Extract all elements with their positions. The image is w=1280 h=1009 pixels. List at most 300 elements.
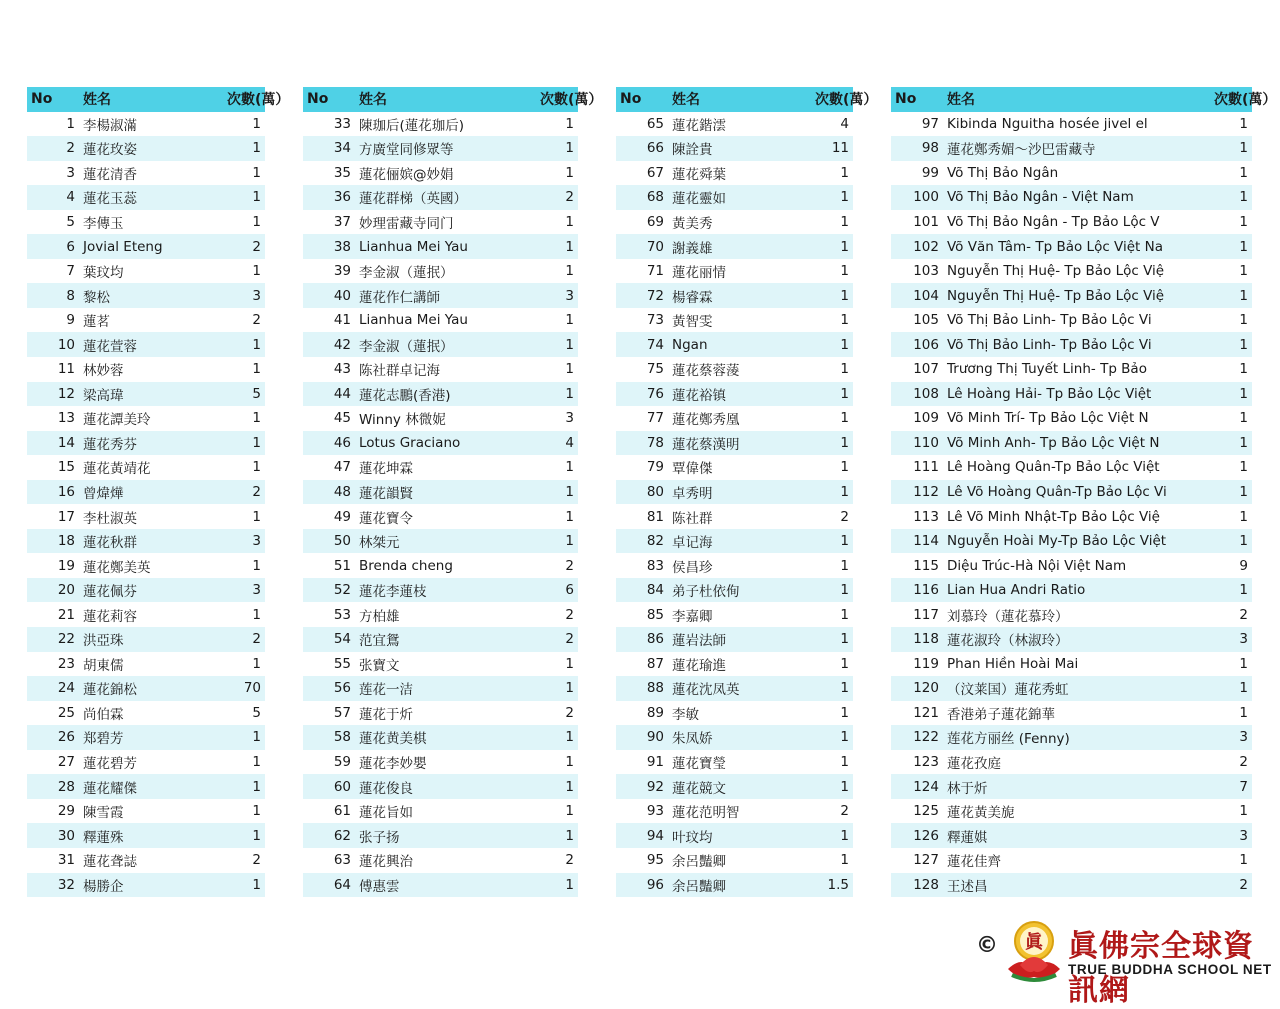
row-name: Lianhua Mei Yau [359,234,540,259]
table-row [303,750,578,775]
table-row [891,406,1252,431]
table-row [27,553,265,578]
row-number: 55 [303,652,359,677]
table-row [303,308,578,333]
row-count: 2 [1214,750,1252,775]
row-number: 108 [891,382,947,407]
row-number: 62 [303,823,359,848]
row-number: 101 [891,210,947,235]
table-row [891,578,1252,603]
table-row [303,504,578,529]
row-number: 60 [303,774,359,799]
row-count: 2 [1214,602,1252,627]
row-name: 李杜淑英 [83,504,227,529]
row-count: 1 [815,578,853,603]
row-name: 蓮花耀傑 [83,774,227,799]
row-name: 蓮花瑜進 [672,652,815,677]
row-number: 16 [27,480,83,505]
row-number: 15 [27,455,83,480]
row-name: 张寶文 [359,652,540,677]
table-row [891,553,1252,578]
row-name: 釋蓮殊 [83,823,227,848]
row-number: 37 [303,210,359,235]
table-header [616,87,853,112]
row-count: 1 [1214,406,1252,431]
table-row [303,161,578,186]
logo-emblem-char: 眞 [1025,932,1043,953]
row-count: 1 [815,602,853,627]
row-name: 蓮花鄭美英 [83,553,227,578]
row-number: 87 [616,652,672,677]
row-count: 1 [1214,112,1252,137]
row-name: 楊睿霖 [672,283,815,308]
row-count: 9 [1214,553,1252,578]
row-name: 蓮花李妙嬰 [359,750,540,775]
table-row [303,725,578,750]
row-number: 84 [616,578,672,603]
row-name: 蓮花韻賢 [359,480,540,505]
row-number: 18 [27,529,83,554]
row-name: Ngan [672,332,815,357]
row-name: 张子扬 [359,823,540,848]
table-row [303,676,578,701]
row-number: 34 [303,136,359,161]
row-number: 88 [616,676,672,701]
table-row [27,652,265,677]
row-count: 1 [540,823,578,848]
row-number: 35 [303,161,359,186]
header-no: No [303,87,359,112]
table-row [303,529,578,554]
row-count: 1 [227,357,265,382]
row-name: 蓮花作仁講師 [359,283,540,308]
row-count: 2 [815,799,853,824]
table-row [616,234,853,259]
table-row [891,210,1252,235]
table-header [303,87,578,112]
row-count: 1 [1214,455,1252,480]
row-name: 王述昌 [947,873,1214,898]
row-count: 2 [227,480,265,505]
table-row [616,185,853,210]
table-row [303,701,578,726]
row-name: 傅惠雲 [359,873,540,898]
header-count: 次數(萬） [227,87,265,112]
row-name: 蓮花佩芬 [83,578,227,603]
row-number: 12 [27,382,83,407]
table-row [303,873,578,898]
table-row [27,480,265,505]
row-number: 102 [891,234,947,259]
table-row [616,873,853,898]
row-name: 蓮花靈如 [672,185,815,210]
row-name: 蓮花碧芳 [83,750,227,775]
table-row [27,602,265,627]
row-count: 1 [540,112,578,137]
row-name: 梁高瑋 [83,382,227,407]
row-count: 1 [227,259,265,284]
row-number: 39 [303,259,359,284]
row-count: 1 [815,725,853,750]
row-count: 1 [227,725,265,750]
row-name: 方柏雄 [359,602,540,627]
table-row [616,406,853,431]
row-count: 1 [227,873,265,898]
row-name: 黃美秀 [672,210,815,235]
row-name: 蓮花秋群 [83,529,227,554]
row-number: 17 [27,504,83,529]
header-count: 次數(萬） [815,87,853,112]
row-number: 59 [303,750,359,775]
row-count: 1 [1214,480,1252,505]
row-name: 刘慕玲（蓮花慕玲） [947,602,1214,627]
table-row [27,357,265,382]
row-count: 1 [540,774,578,799]
row-number: 33 [303,112,359,137]
table-row [27,627,265,652]
row-number: 38 [303,234,359,259]
row-count: 1 [540,234,578,259]
row-name: 蓮花興治 [359,848,540,873]
table-row [27,504,265,529]
row-number: 90 [616,725,672,750]
table-row [891,774,1252,799]
row-count: 1 [227,332,265,357]
row-name: 朱凤娇 [672,725,815,750]
row-count: 1 [815,480,853,505]
row-name: 蓮茗 [83,308,227,333]
row-number: 4 [27,185,83,210]
row-name: 林妙蓉 [83,357,227,382]
row-name: 余呂豔卿 [672,873,815,898]
row-count: 1 [540,357,578,382]
row-name: 蓮花聋誌 [83,848,227,873]
row-number: 47 [303,455,359,480]
row-count: 1 [540,455,578,480]
row-count: 1 [540,750,578,775]
row-name: 蓮花玫姿 [83,136,227,161]
table-row [891,259,1252,284]
row-number: 122 [891,725,947,750]
row-number: 100 [891,185,947,210]
row-name: 蓮花黃靖花 [83,455,227,480]
row-name: Lê Hoàng Quân-Tp Bảo Lộc Việt [947,455,1214,480]
row-name: 蓮花丽情 [672,259,815,284]
row-number: 116 [891,578,947,603]
table-row [303,602,578,627]
row-number: 120 [891,676,947,701]
row-number: 127 [891,848,947,873]
header-no: No [27,87,83,112]
table-row [303,774,578,799]
row-count: 11 [815,136,853,161]
row-number: 128 [891,873,947,898]
table-row [616,553,853,578]
row-number: 82 [616,529,672,554]
table-row [616,455,853,480]
row-name: 蓮花于炘 [359,701,540,726]
row-count: 1 [815,455,853,480]
row-number: 58 [303,725,359,750]
tbs-logo-icon[interactable] [1002,919,1066,987]
table-row [891,283,1252,308]
row-count: 1 [540,210,578,235]
table-row [891,652,1252,677]
table-row [27,873,265,898]
row-name: 尚伯霖 [83,701,227,726]
row-count: 2 [540,848,578,873]
row-number: 98 [891,136,947,161]
table-row [616,480,853,505]
row-name: 卓秀明 [672,480,815,505]
table-col-4 [891,87,1277,897]
table-row [891,185,1252,210]
row-number: 10 [27,332,83,357]
row-name: 蓮花玉蕊 [83,185,227,210]
table-row [303,455,578,480]
row-name: 蓮花鄭秀凰 [672,406,815,431]
row-count: 1 [227,799,265,824]
table-row [891,750,1252,775]
row-count: 1 [815,259,853,284]
row-number: 2 [27,136,83,161]
logo-title[interactable]: 眞佛宗全球資訊網 [1068,929,1254,1008]
row-name: 李嘉卿 [672,602,815,627]
table-row [303,259,578,284]
header-count: 次數(萬） [1214,87,1252,112]
table-row [27,701,265,726]
row-count: 1 [1214,431,1252,456]
row-name: 胡東儒 [83,652,227,677]
row-number: 119 [891,652,947,677]
row-name: 蓮花俪嫔@妙娟 [359,161,540,186]
table-row [303,627,578,652]
table-row [303,234,578,259]
row-number: 64 [303,873,359,898]
row-name: 卓记海 [672,529,815,554]
row-name: Võ Thị Bảo Linh- Tp Bảo Lộc Vi [947,308,1214,333]
table-row [891,627,1252,652]
row-count: 1 [815,553,853,578]
row-name: Võ Văn Tâm- Tp Bảo Lộc Việt Na [947,234,1214,259]
row-number: 112 [891,480,947,505]
row-name: 陳詮貴 [672,136,815,161]
row-name: 蓮花萱蓉 [83,332,227,357]
table-row [616,627,853,652]
row-number: 80 [616,480,672,505]
row-name: 蓮花鍇澐 [672,112,815,137]
table-row [303,210,578,235]
table-row [891,382,1252,407]
row-count: 1 [815,701,853,726]
row-name: Phan Hiền Hoài Mai [947,652,1214,677]
table-row [616,848,853,873]
row-name: 莲花方丽丝 (Fenny) [947,725,1214,750]
row-number: 26 [27,725,83,750]
row-count: 1 [815,406,853,431]
row-name: 釋蓮娸 [947,823,1214,848]
table-row [891,701,1252,726]
copyright-symbol: © [976,933,998,958]
row-number: 48 [303,480,359,505]
row-count: 1 [815,185,853,210]
table-row [891,725,1252,750]
row-count: 1 [540,652,578,677]
row-name: 李金淑（蓮抿） [359,259,540,284]
row-count: 1 [1214,234,1252,259]
row-name: 蓮花淑玲（林淑玲） [947,627,1214,652]
row-count: 1 [540,529,578,554]
row-count: 1 [815,627,853,652]
row-number: 27 [27,750,83,775]
row-number: 11 [27,357,83,382]
row-number: 113 [891,504,947,529]
row-count: 1 [540,161,578,186]
row-name: Winny 林微妮 [359,406,540,431]
row-name: Nguyễn Thị Huệ- Tp Bảo Lộc Việ [947,283,1214,308]
row-count: 2 [227,627,265,652]
row-name: 方廣堂同修眾等 [359,136,540,161]
row-count: 1 [1214,308,1252,333]
row-name: 范宜鴛 [359,627,540,652]
table-header [891,87,1252,112]
row-count: 1 [815,431,853,456]
row-name: 葉玟均 [83,259,227,284]
row-name: Võ Thị Bảo Ngân - Việt Nam [947,185,1214,210]
row-count: 1 [1214,283,1252,308]
table-row [303,652,578,677]
table-row [616,382,853,407]
row-count: 2 [540,627,578,652]
row-name: 曾煒燁 [83,480,227,505]
row-count: 2 [815,504,853,529]
row-count: 5 [227,382,265,407]
row-number: 126 [891,823,947,848]
table-row [616,529,853,554]
table-row [891,308,1252,333]
row-name: Lianhua Mei Yau [359,308,540,333]
row-number: 106 [891,332,947,357]
table-row [616,823,853,848]
row-count: 1 [1214,332,1252,357]
header-no: No [891,87,947,112]
row-name: 蓮花李蓮枝 [359,578,540,603]
lotus-emblem-icon [1002,919,1066,983]
logo-subtitle[interactable]: TRUE BUDDHA SCHOOL NET [1068,962,1272,977]
row-name: 蓮花孜庭 [947,750,1214,775]
table-row [616,431,853,456]
row-name: 蓮花范明智 [672,799,815,824]
row-count: 1 [540,725,578,750]
row-name: 蓮花沈凤英 [672,676,815,701]
row-name: 侯昌珍 [672,553,815,578]
row-number: 72 [616,283,672,308]
row-number: 96 [616,873,672,898]
row-number: 73 [616,308,672,333]
table-row [616,332,853,357]
table-row [27,774,265,799]
table-row [27,234,265,259]
row-count: 1 [227,553,265,578]
row-name: Lotus Graciano [359,431,540,456]
row-number: 52 [303,578,359,603]
table-row [616,161,853,186]
table-row [616,504,853,529]
row-count: 3 [1214,627,1252,652]
row-number: 30 [27,823,83,848]
row-count: 5 [227,701,265,726]
row-number: 61 [303,799,359,824]
row-number: 46 [303,431,359,456]
row-name: 陳珈后(蓮花珈后) [359,112,540,137]
row-count: 1 [227,504,265,529]
header-name: 姓名 [359,87,540,112]
table-row [303,431,578,456]
row-name: Diệu Trúc-Hà Nội Việt Nam [947,553,1214,578]
row-count: 1 [815,848,853,873]
row-count: 1.5 [815,873,853,898]
row-count: 1 [1214,529,1252,554]
row-count: 70 [227,676,265,701]
row-number: 124 [891,774,947,799]
row-count: 1 [227,112,265,137]
table-row [303,848,578,873]
row-count: 1 [815,283,853,308]
row-number: 65 [616,112,672,137]
row-number: 81 [616,504,672,529]
row-number: 20 [27,578,83,603]
row-count: 1 [1214,578,1252,603]
table-row [27,332,265,357]
table-row [616,676,853,701]
header-count: 次數(萬） [540,87,578,112]
row-count: 1 [540,799,578,824]
table-row [303,382,578,407]
table-row [27,406,265,431]
row-count: 1 [815,529,853,554]
row-count: 1 [815,234,853,259]
table-row [303,480,578,505]
footer-brand [976,919,1276,1008]
row-number: 32 [27,873,83,898]
row-number: 125 [891,799,947,824]
row-number: 22 [27,627,83,652]
row-name: 蓮花黄美棋 [359,725,540,750]
row-name: 蓮花群梯（英國） [359,185,540,210]
row-number: 9 [27,308,83,333]
table-row [303,578,578,603]
row-number: 92 [616,774,672,799]
row-number: 71 [616,259,672,284]
row-name: Nguyễn Thị Huệ- Tp Bảo Lộc Việ [947,259,1214,284]
row-name: Võ Thị Bảo Ngân [947,161,1214,186]
row-name: Nguyễn Hoài My-Tp Bảo Lộc Việt [947,529,1214,554]
row-number: 7 [27,259,83,284]
table-row [303,332,578,357]
row-number: 6 [27,234,83,259]
row-count: 1 [540,676,578,701]
row-number: 78 [616,431,672,456]
table-row [27,259,265,284]
row-count: 1 [1214,210,1252,235]
row-count: 1 [540,382,578,407]
row-name: 林于炘 [947,774,1214,799]
table-row [27,529,265,554]
row-name: Jovial Eteng [83,234,227,259]
row-count: 1 [815,676,853,701]
row-name: 蓮花黃美旎 [947,799,1214,824]
table-row [891,357,1252,382]
